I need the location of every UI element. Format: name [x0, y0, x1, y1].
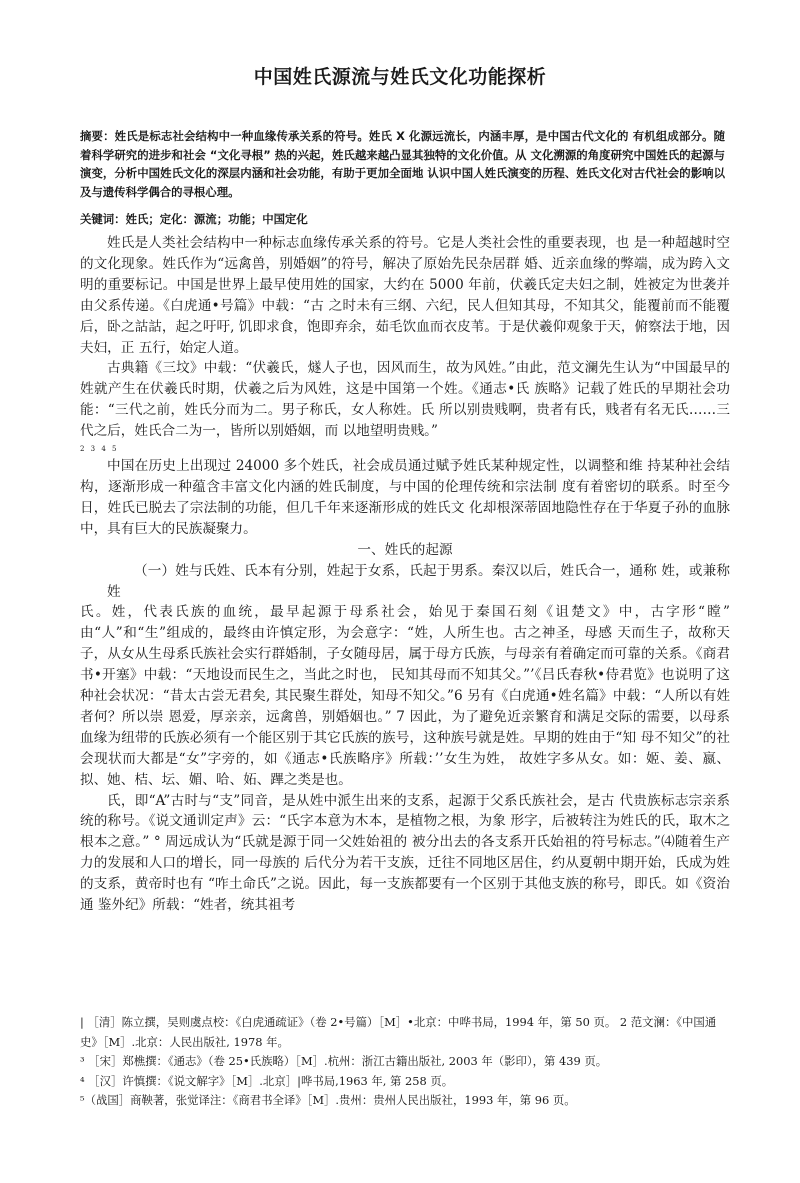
footnote-1: | ［清］陈立撰，吴则虞点校：《白虎通疏证》（卷 2•号篇）［M］•北京：中哗书局，1994 年，第 50 页。 2 范文澜：《中国通史》［M］.北京：人民出版社, 1978 年。 [80, 1015, 717, 1049]
paper-title: 中国姓氏源流与姓氏文化功能探析 [253, 66, 547, 88]
reference-markers: 2 3 4 5 [80, 445, 119, 454]
section-heading: 一、姓氏的起源 [357, 541, 453, 558]
paragraph-3: 中国在历史上出现过 24000 多个姓氏，社会成员通过赋予姓氏某种规定性，以调整和维 持某种社会结构，逐渐形成一种蕴含丰富文化内涵的姓氏制度，与中国的伦理传统和宗法制 度有着密切的联系。时至今日，姓氏已脱去了宗法制的功能，但几千年来逐渐形成的姓氏文 化却根深蒂固地隐性存在于华夏子孙的血脉中，具有巨大的民族凝聚力。 [80, 458, 730, 537]
abstract: 摘要：姓氏是标志社会结构中一种血缘传承关系的符号。姓氏 X 化源远流长，内涵丰厚，是中国古代文化的 有机组成部分。随着科学研究的进步和社会 “文化寻根” 热的兴起，姓氏越来越凸显其独特的文化价值。从 文化溯源的角度研究中国姓氏的起源与演变，分析中国姓氏文化的深层内涵和社会功能，有助于更加全面地 认识中国人姓氏演变的历程、姓氏文化对古代社会的影响以及与遗传科学偶合的寻根心理。 [80, 129, 725, 199]
paragraph-2: 古典籍《三坟》中载：“伏羲氏，燧人子也，因风而生，故为风姓。”由此，范文澜先生认为“中国最早的姓就产生在伏羲氏时期，伏羲之后为风姓，这是中国第一个姓。《通志•氏 族略》记载了姓氏的早期社会功能：“三代之前，姓氏分而为二。男子称氏，女人称姓。氏 所以别贵贱啊，贵者有氏，贱者有名无氏……三代之后，姓氏合二为一，皆所以别婚姻，而 以地望明贵贱。” [80, 360, 730, 440]
paragraph-5: 氏，即“A”古时与“支”同音，是从姓中派生出来的支系，起源于父系氏族社会，是古 代贵族标志宗亲系统的称号。《说文通训定声》云：“氏字本意为木本，是植物之根，为象 形字，后被转注为姓氏的氏，取木之根本之意。” ° 周远成认为“氏就是源于同一父姓始祖的 被分出去的各支系开氏始祖的符号标志。”⑷随着生产力的发展和人口的增长，同一母族的 后代分为若干支族，迁往不同地区居住，约从夏朝中期开始，氏成为姓的支系，黄帝时也有 “咋土命氏”之说。因此，每一支族都要有一个区别于其他支族的称号，即氏。如《资治通 鉴外纪》所载：“姓者，统其祖考 [80, 792, 730, 914]
subsection-heading: （一）姓与氏姓、氏本有分别，姓起于女系，氏起于男系。秦汉以后，姓氏合一，通称 姓，或兼称姓 [107, 562, 730, 600]
paragraph-4: 氏。姓，代表氏族的血统，最早起源于母系社会，始见于秦国石刻《诅楚文》中，古字形“瞠” 由“人”和“生”组成的，最终由许慎定形，为会意字：“姓，人所生也。古之神圣，母感 天而生子，故称天子，从女从生母系氏族社会实行群婚制，子女随母居，属于母方氏族，与母亲有着确定而可靠的关系。《商君书•开塞》中载：“天地设而民生之，当此之时也， 民知其母而不知其父。”’《吕氏春秋•侍君览》也说明了这种社会状况：“昔太古尝无君矣, 其民聚生群处，知母不知父。”6 另有《白虎通•姓名篇》中载：“人所以有姓者何？所以崇 恩爱，厚亲亲，远禽兽，别婚姻也。” 7 因此，为了避免近亲繁育和满足交际的需要，以母系 血缘为纽带的氏族必须有一个能区别于其它氏族的族号，这种族号就是姓。早期的姓由于“知 母不知父”的社会现状而大都是“女”字旁的，如《通志•氏族略序》所载：’’女生为姓， 故姓字多从女。如：姬、姜、嬴、拟、她、桔、坛、媚、哈、妬、蹕之类是也。 [80, 604, 730, 788]
footnote-5: ⁵（战国］商鞅著，张觉译注：《商君书全译》［M］.贵州：贵州人民出版社，1993 年，第 96 页。 [80, 1093, 576, 1107]
paragraph-1: 姓氏是人类社会结构中一种标志血缘传承关系的符号。它是人类社会性的重要表现，也 是一种超越时空的文化现象。姓氏作为“远禽兽，别婚姻”的符号，解决了原始先民杂居群 婚、近亲血缘的弊端，成为跨入文明的重要标记。中国是世界上最早使用姓的国家，大约在 5000 年前，伏羲氏定夫妇之制，姓被定为世袭并由父系传递。《白虎通•号篇》中载：“古 之时未有三纲、六纪，民人但知其母，不知其父，能覆前而不能覆后，卧之詁詁，起之吁吁, 饥即求食，饱即弃余，茹毛饮血而衣皮苇。于是伏羲仰观象于天，俯察法于地，因夫妇，正 五行，始定人道。 [80, 235, 730, 356]
footnotes [80, 1013, 730, 1111]
footnote-4: ⁴ ［汉］许慎撰：《说文解字》［M］.北京］|哗书局,1963 年, 第 258 页。 [80, 1073, 454, 1088]
keywords: 关键词：姓氏；定化：源流；功能；中国定化 [80, 212, 308, 226]
footnote-3: ³ ［宋］郑樵撰：《通志》（卷 25•氏族略）［M］.杭州：浙江古籍出版社, 2003 年（影印），第 439 页。 [80, 1054, 608, 1068]
body-text [80, 233, 730, 916]
